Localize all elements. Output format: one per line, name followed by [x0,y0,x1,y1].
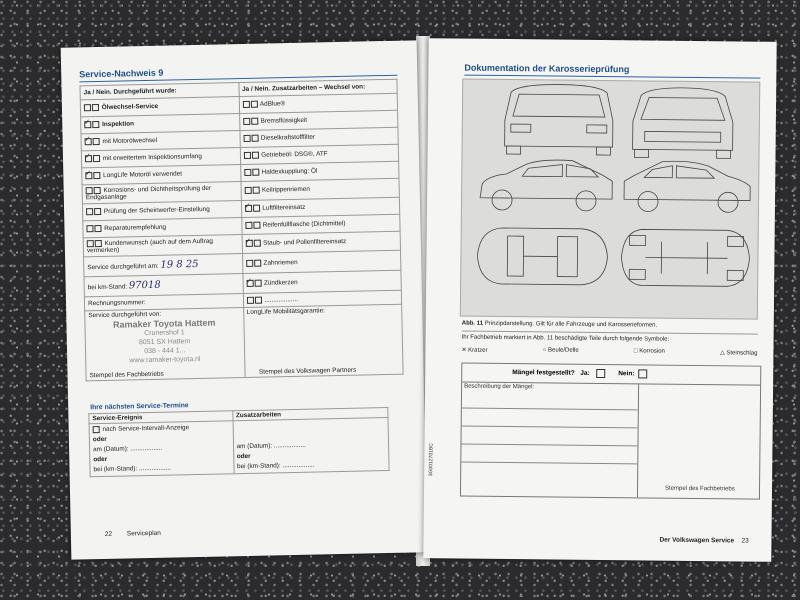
checkbox[interactable] [253,222,260,229]
row-pollenfilter: ✓ Staub- und Pollenfiltereinsatz [242,231,401,253]
row-longlife-oel: ✓ LongLife Motoröl verwendet [82,165,241,185]
checkbox[interactable] [243,118,250,125]
checkbox[interactable] [251,152,258,159]
checkbox[interactable] [94,208,101,215]
checkbox[interactable] [253,205,260,212]
col1-header: Ja / Nein. Durchgeführt wurde: [80,83,239,100]
row-kundenwunsch: Kundenwunsch (auch auf dem Auftrag vermerken) [83,235,242,257]
car-side-left-icon [480,159,613,211]
symbol-korrosion: □ Korrosion [633,348,665,355]
checkbox[interactable] [251,118,258,125]
checkbox[interactable] [251,135,258,142]
checkbox[interactable] [244,169,251,176]
row-keilrippen: Keilrippenriemen [241,178,400,200]
col2-header: Ja / Nein. Zusatzarbeiten – Wechsel von: [238,79,397,96]
row-getriebeoel: Getriebeöl: DSG®, ATF [240,144,399,164]
row-reparatur: Reparaturempfehlung [83,218,242,238]
car-side-right-icon [624,161,751,213]
right-page-title: Dokumentation der Karosserieprüfung [464,62,630,75]
left-page [61,40,428,559]
car-rear-view-icon [505,84,614,155]
row-empty: ................... [243,290,402,307]
car-front-view-icon [632,87,733,158]
left-page-title: Service-Nachweis 9 [79,67,164,80]
defects-box [460,363,761,500]
left-page-section: Serviceplan [126,529,161,538]
checkbox-checked[interactable]: ✓ [84,119,91,127]
right-stamp-label: Stempel des Fachbetriebs [664,485,735,493]
next-service-event: nach Service-Intervall-Anzeige oder am (Datum): .................. oder bei (km-Stand): .................. [89,421,234,477]
checkbox[interactable] [93,155,100,162]
checkbox[interactable] [94,187,101,194]
row-reifenfuell: Reifenfüllflasche (Dichtmittel) [241,214,400,234]
service-by-cell: Service durchgeführt von: Ramaker Toyota Hattem Crunershof 1 8051 SX Hattem 038 - 444 1... www.ramaker-toyota.nl Stempel des Fachbetriebs [85,308,245,381]
next-col2-header: Zusatzarbeiten [232,408,388,421]
defects-no-checkbox[interactable] [638,369,647,378]
checkbox[interactable] [254,260,261,267]
checkbox[interactable] [254,280,261,287]
checkbox[interactable] [84,105,91,112]
next-extra-work: am (Datum): .................. oder bei (km-Stand): .................. [233,418,390,474]
checkbox[interactable] [245,222,252,229]
checkbox[interactable] [95,240,102,247]
km-cell[interactable]: bei km-Stand: 97018 [84,274,243,297]
car-top-view-icon [477,228,608,285]
checkbox[interactable] [243,135,250,142]
row-motoroelwechsel: ✓ mit Motorölwechsel [81,131,240,151]
row-bremsfluessigkeit: Bremsflüssigkeit [239,110,398,130]
next-service-title: Ihre nächsten Service-Termine [90,402,189,412]
right-page [423,38,776,562]
checkbox[interactable] [246,260,253,267]
car-outline-svg [461,80,759,319]
checkbox[interactable] [246,297,253,304]
symbol-beule: ○ Beule/Delle [542,347,579,354]
right-page-number: 23 [741,537,749,545]
checkbox[interactable] [244,187,251,194]
checkbox[interactable] [86,187,93,194]
checkbox[interactable] [250,101,257,108]
checkbox[interactable] [253,240,260,247]
checkbox[interactable] [243,152,250,159]
row-scheinwerfer: Prüfung der Scheinwerfer-Einstellung [82,201,241,221]
row-zuendkerzen: ✓ Zündkerzen [242,270,401,293]
defects-yes-checkbox[interactable] [596,369,605,378]
defects-divider [637,383,639,497]
figure-caption: Abb. 11 Prinzipdarstellung. Gilt für alle Fahrzeuge und Karosserieformen. [461,320,658,329]
checkbox[interactable] [93,426,100,433]
defects-question-row: Mängel festgestellt? Ja: Nein: [462,364,760,386]
service-table [79,79,403,382]
row-zahnriemen: Zahnriemen [242,250,401,273]
row-erweitert: ✓ mit erweitertem Inspektionsumfang [81,148,240,168]
checkbox-checked[interactable]: ✓ [84,136,91,144]
rechnung-cell[interactable]: Rechnungsnummer: [84,294,243,311]
next-col1-header: Service-Ereignis [89,411,233,424]
row-inspektion: ✓ Inspektion [81,114,240,134]
row-korrosion: Korrosions- und Dichtheitsprüfung der Endgasanlage [82,182,241,204]
car-underbody-icon [621,229,750,286]
row-adblue: AdBlue® [239,93,398,113]
next-service-table [88,407,389,477]
checkbox[interactable] [252,169,259,176]
handwritten-date: 19 8 25 [160,258,199,271]
dealer-stamp: Ramaker Toyota Hattem Crunershof 1 8051 SX Hattem 038 - 444 1... www.ramaker-toyota.nl [112,317,216,365]
handwritten-km: 97018 [128,279,161,292]
symbol-instructions: Ihr Fachbetrieb markiert in Abb. 11 beschädigte Teile durch folgende Symbole: [461,334,670,343]
checkbox-checked[interactable]: ✓ [85,170,92,178]
row-luftfilter: ✓ Luftfiltereinsatz [241,197,400,217]
checkbox[interactable] [94,225,101,232]
checkbox[interactable] [87,240,94,247]
left-page-number: 22 [104,530,113,538]
checkbox[interactable] [92,121,99,128]
right-footer-section: Der Volkswagen Service [659,536,735,545]
row-haldex: Haldexkupplung: Öl [240,161,399,181]
checkbox-checked[interactable]: ✓ [84,153,91,161]
checkbox[interactable] [92,104,99,111]
row-dieselfilter: Dieselkraftstofffilter [239,127,398,147]
checkbox[interactable] [93,138,100,145]
car-diagram[interactable] [460,79,760,320]
symbol-kratzer: ✕ Kratzer [461,347,488,354]
checkbox[interactable] [254,297,261,304]
symbol-steinschlag: △ Steinschlag [720,350,758,357]
side-code: 3G0012701BC [428,443,435,477]
checkbox[interactable] [86,226,93,233]
checkbox-checked[interactable]: ✓ [246,277,253,285]
checkbox[interactable] [242,101,249,108]
checkbox-checked[interactable]: ✓ [245,238,252,246]
checkbox-checked[interactable]: ✓ [244,203,251,211]
row-oelwechsel: Ölwechsel-Service [80,97,239,117]
checkbox[interactable] [93,172,100,179]
checkbox[interactable] [252,187,259,194]
longlife-cell: LongLife Mobilitätsgarantie: Stempel des Volkswagen Partners [243,304,403,377]
defects-description-label: Beschreibung der Mängel: [464,383,535,391]
symbol-legend [461,347,757,357]
checkbox[interactable] [86,209,93,216]
date-cell[interactable]: Service durchgeführt am: 19 8 25 [84,254,243,277]
